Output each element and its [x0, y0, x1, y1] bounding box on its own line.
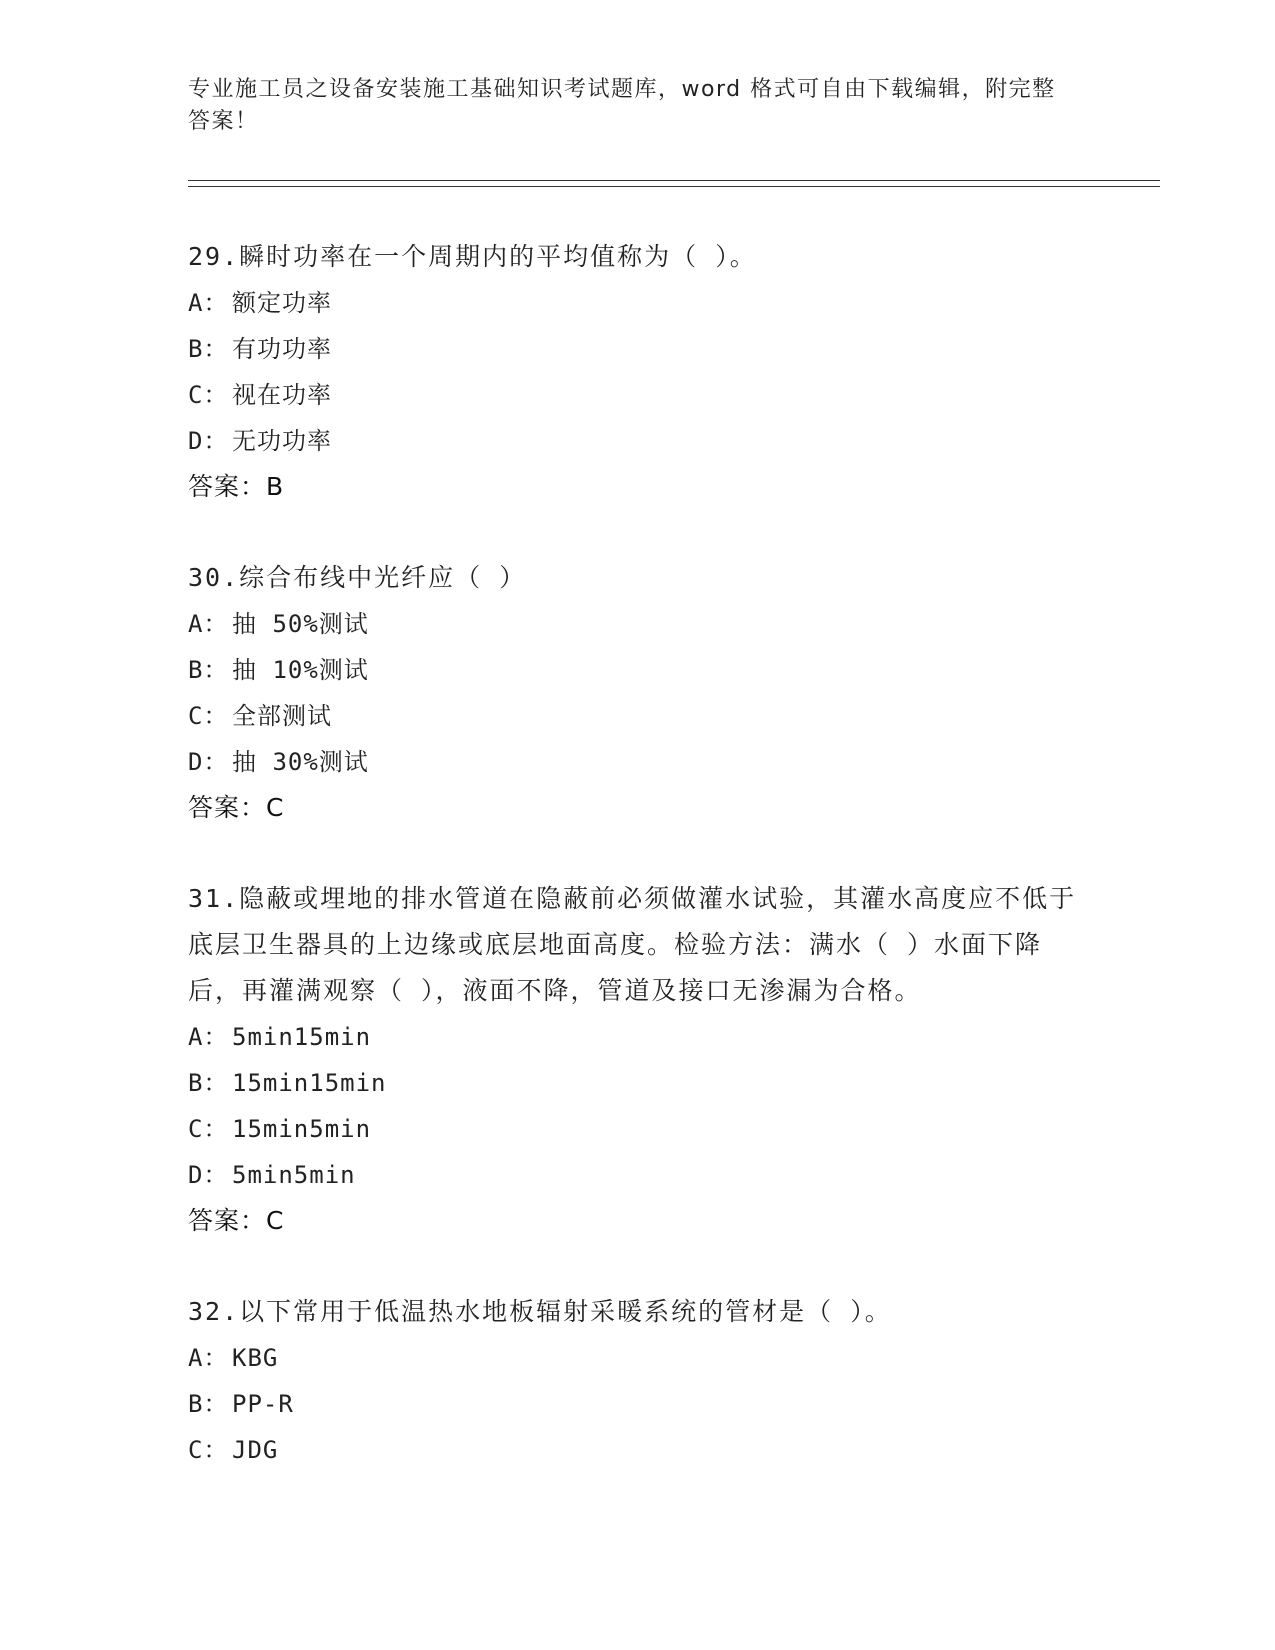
answer-option [188, 1152, 1088, 1198]
option-text: 视在功率 [232, 381, 332, 409]
question-list [188, 234, 1088, 1518]
answer-key: 答案：C [188, 793, 285, 822]
option-text: KBG [232, 1344, 279, 1372]
option-letter: B： [188, 656, 229, 684]
option-text: 5min15min [232, 1023, 372, 1051]
answer-option [188, 1014, 1088, 1060]
answer-option [188, 1427, 1088, 1473]
answer-option [188, 647, 1088, 693]
option-text: JDG [232, 1436, 279, 1464]
document-intro: 专业施工员之设备安装施工基础知识考试题库，word 格式可自由下载编辑，附完整答案！ [188, 77, 1056, 134]
option-text: 全部测试 [232, 702, 332, 730]
option-letter: B： [188, 1069, 229, 1097]
option-letter: A： [188, 1344, 229, 1372]
option-text: 额定功率 [232, 289, 332, 317]
option-text: PP-R [232, 1390, 294, 1418]
question-stem: 32.以下常用于低温热水地板辐射采暖系统的管材是（ ）。 [188, 1297, 892, 1326]
option-letter: B： [188, 335, 229, 363]
question-block [188, 555, 1088, 831]
option-text: 有功功率 [232, 335, 332, 363]
option-letter: A： [188, 1023, 229, 1051]
option-letter: C： [188, 1436, 229, 1464]
option-letter: C： [188, 702, 229, 730]
answer-key: 答案：C [188, 1206, 285, 1235]
question-block [188, 876, 1088, 1244]
option-letter: C： [188, 1115, 229, 1143]
option-letter: C： [188, 381, 229, 409]
option-text: 无功功率 [232, 427, 332, 455]
answer-option [188, 418, 1088, 464]
answer-option [188, 1106, 1088, 1152]
answer-option [188, 1335, 1088, 1381]
option-letter: D： [188, 427, 229, 455]
question-stem: 30.综合布线中光纤应（ ） [188, 563, 527, 592]
option-text: 抽 10%测试 [232, 656, 369, 684]
answer-option [188, 1381, 1088, 1427]
question-block [188, 1289, 1088, 1473]
option-text: 抽 50%测试 [232, 610, 369, 638]
answer-option [188, 280, 1088, 326]
option-letter: B： [188, 1390, 229, 1418]
option-letter: D： [188, 1161, 229, 1189]
option-text: 15min15min [232, 1069, 387, 1097]
answer-option [188, 1060, 1088, 1106]
option-text: 5min5min [232, 1161, 356, 1189]
answer-key: 答案：B [188, 472, 285, 501]
header-rule-top [188, 180, 1160, 181]
option-letter: A： [188, 289, 229, 317]
question-block [188, 234, 1088, 510]
option-text: 15min5min [232, 1115, 372, 1143]
answer-option [188, 372, 1088, 418]
answer-option [188, 693, 1088, 739]
answer-option [188, 326, 1088, 372]
option-text: 抽 30%测试 [232, 748, 369, 776]
answer-option [188, 739, 1088, 785]
question-stem: 31.隐蔽或埋地的排水管道在隐蔽前必须做灌水试验，其灌水高度应不低于底层卫生器具的上边缘或底层地面高度。检验方法：满水（ ）水面下降后，再灌满观察（ ），液面不降，管道及接口无渗漏为合格。 [188, 884, 1077, 1005]
header-rule-bottom [188, 186, 1160, 187]
question-stem: 29.瞬时功率在一个周期内的平均值称为（ ）。 [188, 242, 757, 271]
answer-option [188, 601, 1088, 647]
option-letter: A： [188, 610, 229, 638]
option-letter: D： [188, 748, 229, 776]
